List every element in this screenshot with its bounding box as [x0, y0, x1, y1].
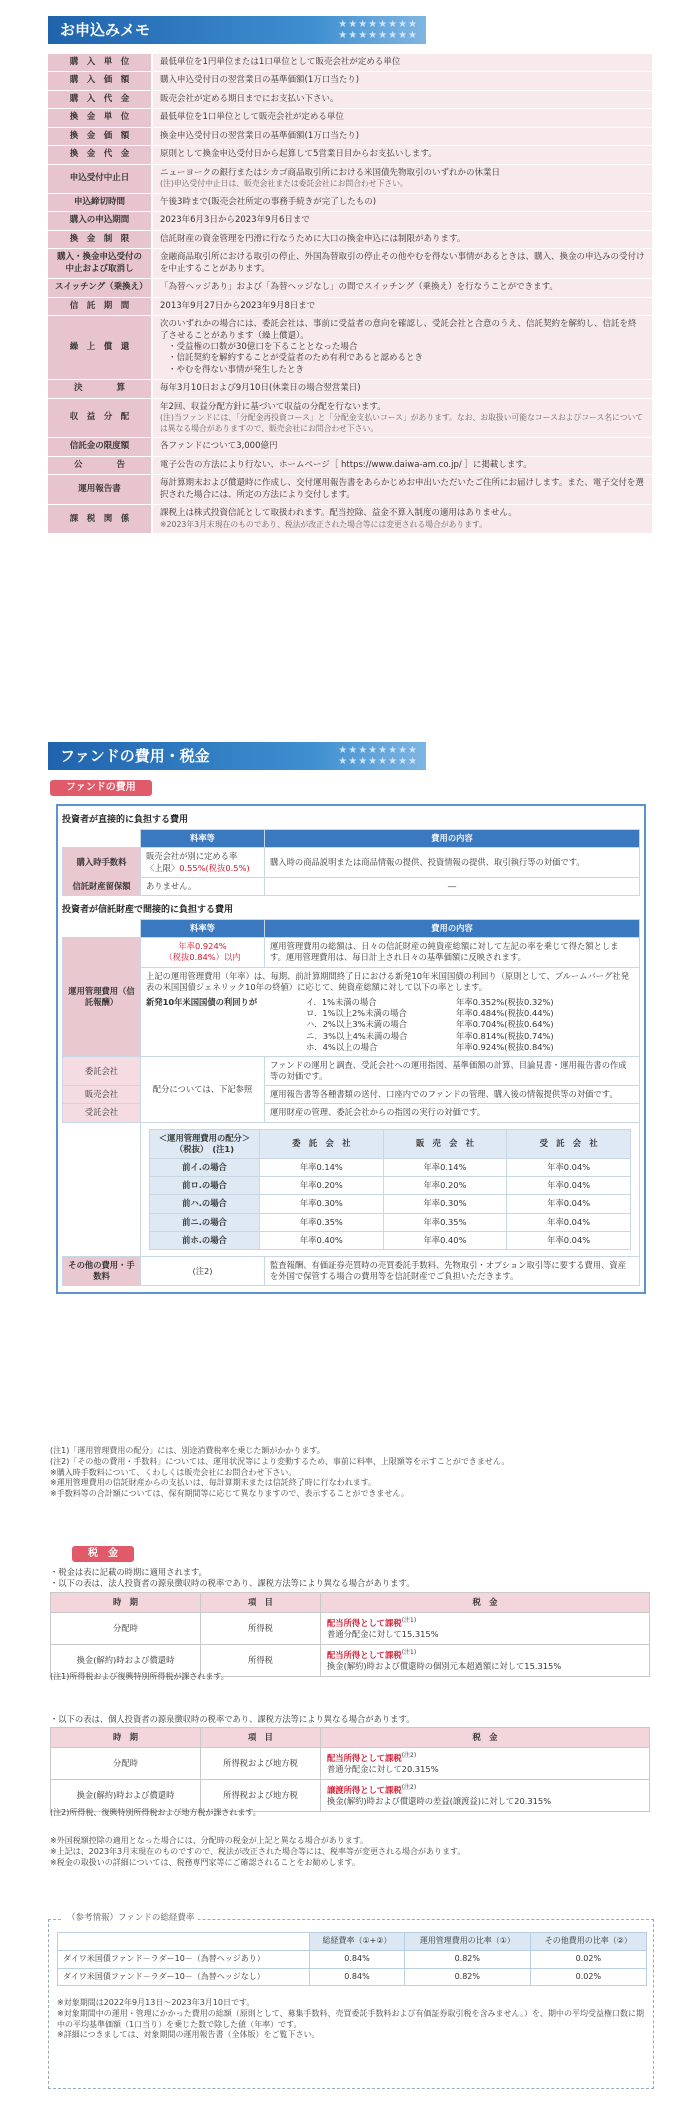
- tax-intro-line: ・以下の表は、法人投資者の源泉徴収時の税率であり、課税方法等により異なる場合があります。: [50, 1578, 415, 1589]
- alloc-cell: 年率0.04%: [507, 1213, 631, 1231]
- alloc-table: ＜運用管理費用の配分＞（税抜） (注1) 委 託 会 社 販 売 会 社 受 託 会 社 前イ.の場合 年率0.14% 年率0.14% 年率0.04% 前ロ.の場合 年率0.20% 年率0.20% 年率0.04% 前ハ.の場合 年率0.30% 年率0.30% 年率0.04% 前ニ.の場合 年率0.35% 年率0.35% 年率0.04% 前ホ.の場合 年率0.40% 年率0.40% 年率0.04%: [149, 1129, 631, 1250]
- tax-table-corporate: [50, 1592, 650, 1677]
- tier-key: ハ．2%以上3%未満の場合: [306, 1019, 407, 1030]
- tier-key: ロ．1%以上2%未満の場合: [306, 1008, 407, 1019]
- memo-text: 販売会社が定める期日までにお支払い下さい。: [160, 93, 339, 104]
- tax-rate: 換金(解約)時および償還時の差益(譲渡益)に対して20.315%: [327, 1796, 552, 1807]
- memo-row: [48, 127, 652, 145]
- memo-row: [48, 164, 652, 193]
- memo-note: (注)申込受付中止日は、販売会社または委託会社にお問合わせ下さい。: [160, 179, 408, 189]
- memo-label: 運用報告書: [48, 475, 152, 505]
- summary-cell: 0.82%: [404, 1950, 530, 1968]
- memo-value: [152, 380, 652, 398]
- memo-label: 公 告: [48, 456, 152, 474]
- memo-title-bar: [48, 16, 426, 44]
- alloc-cell: 年率0.04%: [507, 1177, 631, 1195]
- memo-value: [152, 398, 652, 438]
- summary-notes: [57, 1998, 647, 2041]
- memo-row: [48, 193, 652, 211]
- fee-note: (注2)「その他の費用・手数料」については、運用状況等により変動するため、事前に料率、上限額等を示すことができません。: [50, 1456, 510, 1466]
- indirect-fee-table: 料率等 費用の内容 運用管理費用（信託報酬） 年率0.924% （税抜0.84%）以内 運用管理費用の総額は、日々の信託財産の純資産総額に対して左記の率を乗じて得た額とします。運用管理費用は、毎日計上され日々の基準価額に反映されます。 上記の運用管理費用（年率）は、毎期、前計算期間終了日における新発10年米国国債の利回り（原則として、ブルームバーグ社発表の米国国債ジェネリック10年の終値）に応じて、純資産総額に対して以下の率とします。 新発10年米国国債の利回りが イ．1%未満の場合 年率0.352%(税抜0.32%) ロ．1%以上2%未満の場合 年率0.484%(税抜0.44%) ハ．2%以上3%未満の場合 年率0.704%(税抜0.64%) ニ．3%以上4%未満の場合 年率0.814%(税抜0.74%) ホ．4%以上の場合 年率0.924%(税抜0.84%) 委託会社 配分については、下記参照 ファンドの運用と調査、受託会社への運用指図、基準価額の計算、目論見書・運用報告書の作成等の対価です。 販売会社 運用報告書等各種書類の送付、口座内でのファンドの管理、購入後の情報提供等の対価です。 受託会社 運用財産の管理、委託会社からの指図の実行の対価です。 ＜運用管理費用の配分＞（税抜） (注1) 委 託 会 社 販 売 会 社 受 託 会 社 前イ.の場合 年率0.14% 年率0.14% 年率0.04% 前ロ.の場合 年率0.20% 年率0.20% 年率0.04% 前ハ.の場合 年率0.30% 年率0.30% 年率0.04% 前ニ.の場合 年率0.35% 年率0.35% 年率0.04% 前ホ.の場合 年率0.40% 年率0.40% 年率0.04% その他の費用・手数料 (注2) 監査報酬、有価証券売買時の売買委託手数料、先物取引・オプション取引等に要する費用、資産を外国で保管する場合の費用等を信託財産でご負担いただきます。: [62, 919, 640, 1286]
- tax-type: 譲渡所得として課税: [327, 1785, 402, 1796]
- alloc-cell: 年率0.40%: [260, 1231, 384, 1249]
- tax-content: [321, 1780, 650, 1812]
- memo-text: 次のいずれかの場合には、委託会社は、事前に受益者の意向を確認し、受託会社と合意のうえ、信託契約を解約し、信託を終了させることがあります（繰上償還）。: [160, 319, 637, 341]
- memo-row: [48, 230, 652, 248]
- stars-decoration: ★★★★★★★★ ★★★★★★★★: [338, 19, 418, 41]
- summary-note: ※詳細につきましては、対象期間の運用報告書（全体版）をご覧下さい。: [57, 2030, 320, 2040]
- memo-text: ニューヨークの銀行またはシカゴ商品取引所における米国債先物取引のいずれかの休業日: [160, 167, 501, 178]
- tax-content: [321, 1613, 650, 1645]
- memo-value: [152, 193, 652, 211]
- memo-bullet: ・信託契約を解約することが受益者のため有利であると認めるとき: [168, 353, 424, 364]
- tax1-note: (注1)所得税および復興特別所得税が課されます。: [50, 1672, 229, 1681]
- tax-note: ※上記は、2023年3月末現在のものですので、税法が改正された場合等には、税率等が変更される場合があります。: [50, 1846, 466, 1856]
- tier-key: イ．1%未満の場合: [306, 996, 377, 1007]
- summary-col: その他費用の比率（②）: [530, 1933, 646, 1951]
- summary-cell: ダイワ米国債ファンド－ラダー10－（為替ヘッジあり）: [58, 1950, 310, 1968]
- tax-note-ref: (注1): [401, 1617, 417, 1625]
- memo-label: 購 入 単 位: [48, 54, 152, 72]
- alloc-cell: 年率0.04%: [507, 1195, 631, 1213]
- tier-row: [306, 1008, 634, 1019]
- alloc-cell: 年率0.20%: [383, 1177, 507, 1195]
- tier-row: [306, 1042, 634, 1053]
- memo-row: [48, 398, 652, 438]
- fee-tag: ファンドの費用: [50, 780, 152, 796]
- memo-value: [152, 456, 652, 474]
- summary-col: 運用管理費用の比率（①）: [404, 1933, 530, 1951]
- memo-text: 各ファンドについて3,000億円: [160, 441, 278, 452]
- tax-period: 分配時: [51, 1748, 201, 1780]
- memo-text: 午後3時まで(販売会社所定の事務手続きが完了したもの): [160, 196, 377, 207]
- memo-text: 購入申込受付日の翌営業日の基準価額(1万口当たり): [160, 75, 360, 86]
- summary-header: [58, 1933, 647, 1951]
- tier-row: [306, 1031, 634, 1042]
- memo-text: 2023年6月3日から2023年9月6日まで: [160, 215, 310, 226]
- fee-note: (注1)「運用管理費用の配分」には、別途消費税率を乗じた額がかかります。: [50, 1446, 325, 1455]
- memo-note: ※2023年3月末現在のものであり、税法が改正された場合等には変更される場合があります。: [160, 519, 487, 529]
- alloc-cell: 前ハ.の場合: [150, 1195, 260, 1213]
- memo-value: [152, 127, 652, 145]
- memo-bullet: ・受益権の口数が30億口を下ることとなった場合: [168, 342, 358, 353]
- tax-period: 分配時: [51, 1613, 201, 1645]
- memo-value: [152, 72, 652, 90]
- memo-table: [48, 54, 652, 534]
- tax-col-header: 項 目: [201, 1728, 321, 1748]
- tax-item: 所得税および地方税: [201, 1780, 321, 1812]
- other-fee-label: その他の費用・手数料: [63, 1256, 141, 1285]
- memo-label: 繰 上 償 還: [48, 316, 152, 380]
- tax-col-header: 時 期: [51, 1728, 201, 1748]
- memo-text: 最低単位を1口単位として販売会社が定める単位: [160, 112, 344, 123]
- memo-text: 金融商品取引所における取引の停止、外国為替取引の停止その他やむを得ない事情があるときは、購入、換金の申込みの受付けを中止することがあります。: [160, 252, 645, 274]
- indirect-title: 投資者が信託財産で間接的に負担する費用: [62, 904, 234, 915]
- tax-tag: 税 金: [72, 1546, 134, 1562]
- tax-notes: [50, 1836, 660, 1868]
- retain-label: 信託財産留保額: [63, 877, 141, 895]
- memo-row: [48, 279, 652, 297]
- summary-box: [48, 1913, 654, 2089]
- memo-row: [48, 505, 652, 534]
- memo-label: 申込締切時間: [48, 193, 152, 211]
- memo-value: [152, 438, 652, 456]
- memo-label: 購 入 代 金: [48, 90, 152, 108]
- alloc-cell: 年率0.35%: [260, 1213, 384, 1231]
- buy-fee-label: 購入時手数料: [63, 848, 141, 877]
- memo-label: 課 税 関 係: [48, 505, 152, 534]
- tax-content: [321, 1645, 650, 1677]
- tax-intro: [50, 1567, 660, 1589]
- memo-value: [152, 90, 652, 108]
- alloc-cell: 年率0.30%: [383, 1195, 507, 1213]
- memo-label: 購入・換金申込受付の中止および取消し: [48, 249, 152, 279]
- memo-title: お申込みメモ: [60, 21, 151, 39]
- tax-period: 換金(解約)時および償還時: [51, 1645, 201, 1677]
- memo-note: (注)当ファンドには、「分配金再投資コース」と「分配金支払いコース」があります。なお、お取扱い可能なコースおよびコース名については異なる場合がありますので、販売会社にお問合わせ下さい。: [160, 413, 644, 433]
- summary-cell: 0.82%: [404, 1968, 530, 1986]
- fee-note: ※手数料等の合計額については、保有期間等に応じて異なりますので、表示することができません。: [50, 1489, 409, 1499]
- memo-value: [152, 146, 652, 164]
- alloc-cell: 前ロ.の場合: [150, 1177, 260, 1195]
- summary-note: ※対象期間は2022年9月13日～2023年3月10日です。: [57, 1998, 255, 2007]
- tax-row: [51, 1748, 650, 1780]
- memo-label: 決 算: [48, 380, 152, 398]
- alloc-cell: 年率0.04%: [507, 1231, 631, 1249]
- tax-type: 配当所得として課税: [327, 1650, 402, 1661]
- direct-title: 投資者が直接的に負担する費用: [62, 815, 189, 825]
- buy-fee-content: 購入時の商品説明または商品情報の提供、投資情報の提供、取引執行等の対価です。: [265, 848, 640, 877]
- stars-decoration: ★★★★★★★★ ★★★★★★★★: [338, 745, 418, 767]
- tax-intro-line: ・税金は表に記載の時期に適用されます。: [50, 1567, 207, 1577]
- memo-label: スイッチング（乗換え）: [48, 279, 152, 297]
- tax-period: 換金(解約)時および償還時: [51, 1780, 201, 1812]
- tax-col-header: 税 金: [321, 1728, 650, 1748]
- summary-cell: 0.02%: [530, 1968, 646, 1986]
- tax-item: 所得税: [201, 1645, 321, 1677]
- alloc-cell: 年率0.14%: [383, 1159, 507, 1177]
- alloc-cell: 年率0.30%: [260, 1195, 384, 1213]
- alloc-row: [150, 1177, 631, 1195]
- memo-text: 信託財産の資金管理を円滑に行なうために大口の換金申込には制限があります。: [160, 233, 466, 244]
- alloc-cell: 年率0.04%: [507, 1159, 631, 1177]
- alloc-row: [150, 1231, 631, 1249]
- buy-fee-rate: 販売会社が別に定める率 〈上限〉0.55%(税抜0.5%): [141, 848, 265, 877]
- memo-label: 換 金 単 位: [48, 109, 152, 127]
- memo-bullet: ・やむを得ない事情が発生したとき: [168, 364, 305, 375]
- tax2-intro: ・以下の表は、個人投資者の源泉徴収時の税率であり、課税方法等により異なる場合があります。: [50, 1714, 415, 1724]
- memo-value: [152, 297, 652, 315]
- tier-rate: 年率0.704%(税抜0.64%): [456, 1019, 554, 1030]
- memo-text: 2013年9月27日から2023年9月8日まで: [160, 300, 316, 311]
- alloc-cell: 前イ.の場合: [150, 1159, 260, 1177]
- memo-row: [48, 456, 652, 474]
- tax-table-individual: [50, 1727, 650, 1812]
- memo-label: 換 金 代 金: [48, 146, 152, 164]
- tax-header: [51, 1728, 650, 1748]
- memo-text: 課税上は株式投資信託として取扱われます。配当控除、益金不算入制度の適用はありません。: [160, 508, 517, 519]
- alloc-row: [150, 1213, 631, 1231]
- tier-key: ホ．4%以上の場合: [306, 1041, 378, 1052]
- tax-header: [51, 1593, 650, 1613]
- memo-text: 「為替ヘッジあり」および「為替ヘッジなし」の間でスイッチング（乗換え）を行なうことができます。: [160, 282, 558, 293]
- memo-label: 信託金の限度額: [48, 438, 152, 456]
- memo-row: [48, 297, 652, 315]
- memo-value: [152, 109, 652, 127]
- alloc-cell: 年率0.40%: [383, 1231, 507, 1249]
- tax-col-header: 項 目: [201, 1593, 321, 1613]
- summary-table: [57, 1932, 647, 1986]
- tax-item: 所得税: [201, 1613, 321, 1645]
- tax-note: ※税金の取扱いの詳細については、税務専門家等にご確認されることをお勧めします。: [50, 1857, 360, 1867]
- summary-blank: [58, 1933, 310, 1951]
- tax-type: 配当所得として課税: [327, 1617, 402, 1628]
- fee-note: ※購入時手数料について、くわしくは販売会社にお問合わせ下さい。: [50, 1467, 297, 1477]
- memo-label: 申込受付中止日: [48, 164, 152, 193]
- alloc-cell: 前ニ.の場合: [150, 1213, 260, 1231]
- tier-rate: 年率0.484%(税抜0.44%): [456, 1008, 554, 1019]
- memo-row: [48, 146, 652, 164]
- direct-fee-table: 料率等 費用の内容 購入時手数料 販売会社が別に定める率 〈上限〉0.55%(税抜0.5%) 購入時の商品説明または商品情報の提供、投資情報の提供、取引執行等の対価です。 信託財産留保額 ありません。 ―: [62, 829, 640, 896]
- memo-text: 毎年3月10日および9月10日(休業日の場合翌営業日): [160, 383, 361, 394]
- summary-cell: 0.02%: [530, 1950, 646, 1968]
- alloc-cell: 前ホ.の場合: [150, 1231, 260, 1249]
- tax-row: [51, 1613, 650, 1645]
- memo-value: [152, 316, 652, 380]
- summary-cell: 0.84%: [310, 1950, 405, 1968]
- memo-row: [48, 249, 652, 279]
- fee-box: [56, 804, 646, 1294]
- tax-rate: 換金(解約)時および償還時の個別元本超過額に対して15.315%: [327, 1661, 562, 1672]
- memo-text: 換金申込受付日の翌営業日の基準価額(1万口当たり): [160, 130, 360, 141]
- fee-title: ファンドの費用・税金: [60, 747, 210, 765]
- memo-text: 電子公告の方法により行ない、ホームページ［ https://www.daiwa-am.co.jp/ ］に掲載します。: [160, 459, 532, 470]
- memo-label: 収 益 分 配: [48, 398, 152, 438]
- memo-label: 購 入 価 額: [48, 72, 152, 90]
- memo-value: [152, 54, 652, 72]
- tax-note-ref: (注1): [401, 1649, 417, 1657]
- memo-label: 換 金 制 限: [48, 230, 152, 248]
- fee-notes: [50, 1446, 660, 1500]
- tax-type: 配当所得として課税: [327, 1752, 402, 1763]
- memo-value: [152, 230, 652, 248]
- tier-rate: 年率0.814%(税抜0.74%): [456, 1030, 554, 1041]
- summary-title: （参考情報）ファンドの総経費率: [63, 1913, 198, 1924]
- tax-note-ref: (注2): [401, 1784, 417, 1792]
- summary-cell: 0.84%: [310, 1968, 405, 1986]
- tier-row: [306, 1019, 634, 1030]
- alloc-row: [150, 1195, 631, 1213]
- memo-value: [152, 475, 652, 505]
- summary-row: [58, 1968, 647, 1986]
- tax-col-header: 税 金: [321, 1593, 650, 1613]
- fee-note: ※運用管理費用の信託財産からの支払いは、毎計算期末または信託終了時に行なわれます。: [50, 1478, 377, 1488]
- mgmt-detail: 上記の運用管理費用（年率）は、毎期、前計算期間終了日における新発10年米国国債の利回り（原則として、ブルームバーグ社発表の米国国債ジェネリック10年の終値）に応じて、純資産総額に対して以下の率とします。 新発10年米国国債の利回りが イ．1%未満の場合 年率0.352%(税抜0.32%) ロ．1%以上2%未満の場合 年率0.484%(税抜0.44%) ハ．2%以上3%未満の場合 年率0.704%(税抜0.64%) ニ．3%以上4%未満の場合 年率0.814%(税抜0.74%) ホ．4%以上の場合 年率0.924%(税抜0.84%): [141, 967, 640, 1056]
- tax-note-ref: (注2): [401, 1752, 417, 1760]
- tier-rate: 年率0.352%(税抜0.32%): [456, 996, 554, 1007]
- alloc-cell: 年率0.35%: [383, 1213, 507, 1231]
- tax-content: [321, 1748, 650, 1780]
- memo-row: [48, 316, 652, 380]
- alloc-cell: 年率0.20%: [260, 1177, 384, 1195]
- memo-row: [48, 380, 652, 398]
- fee-title-bar: [48, 742, 426, 770]
- tax-col-header: 時 期: [51, 1593, 201, 1613]
- party-rate: 配分については、下記参照: [141, 1056, 265, 1122]
- summary-cell: ダイワ米国債ファンド－ラダー10－（為替ヘッジなし）: [58, 1968, 310, 1986]
- alloc-cell: 年率0.14%: [260, 1159, 384, 1177]
- tier-row: [306, 997, 634, 1008]
- memo-row: [48, 90, 652, 108]
- memo-row: [48, 438, 652, 456]
- memo-row: [48, 72, 652, 90]
- mgmt-label: 運用管理費用（信託報酬）: [63, 938, 141, 1057]
- memo-value: [152, 249, 652, 279]
- summary-note: ※対象期間中の運用・管理にかかった費用の総額（原則として、募集手数料、売買委託手数料および有価証券取引税を含みません。）を、期中の平均受益権口数に期中の平均基準価額（1口当り）を乗じた数で除した値（年率）です。: [57, 2008, 645, 2029]
- memo-label: 換 金 価 額: [48, 127, 152, 145]
- mgmt-rate: 年率0.924% （税抜0.84%）以内: [141, 938, 265, 967]
- tier-rate: 年率0.924%(税抜0.84%): [456, 1041, 554, 1052]
- memo-text: 最低単位を1円単位または1口単位として販売会社が定める単位: [160, 57, 401, 67]
- alloc-row: [150, 1159, 631, 1177]
- tax-rate: 普通分配金に対して15.315%: [327, 1629, 439, 1640]
- memo-value: [152, 279, 652, 297]
- summary-col: 総経費率（①+②）: [310, 1933, 405, 1951]
- tax-note: ※外国税額控除の適用となった場合には、分配時の税金が上記と異なる場合があります。: [50, 1836, 369, 1845]
- memo-text: 年2回、収益分配方針に基づいて収益の分配を行ないます。: [160, 401, 386, 412]
- memo-row: [48, 475, 652, 505]
- tax-item: 所得税および地方税: [201, 1748, 321, 1780]
- memo-value: [152, 505, 652, 534]
- memo-value: [152, 164, 652, 193]
- tax-rate: 普通分配金に対して20.315%: [327, 1764, 439, 1775]
- memo-row: [48, 212, 652, 230]
- memo-value: [152, 212, 652, 230]
- memo-label: 信 託 期 間: [48, 297, 152, 315]
- memo-row: [48, 54, 652, 72]
- summary-row: [58, 1950, 647, 1968]
- memo-text: 毎計算期末および償還時に作成し、交付運用報告書をあらかじめお申出いただいたご住所にお届けします。また、電子交付を選択された場合には、所定の方法により交付します。: [160, 478, 644, 500]
- memo-text: 原則として換金申込受付日から起算して5営業日目からお支払いします。: [160, 149, 437, 160]
- party-label-0: 委託会社: [63, 1056, 141, 1085]
- tier-key: ニ．3%以上4%未満の場合: [306, 1030, 408, 1041]
- memo-row: [48, 109, 652, 127]
- tax2-note: (注2)所得税、復興特別所得税および地方税が課されます。: [50, 1808, 261, 1817]
- memo-label: 購入の申込期間: [48, 212, 152, 230]
